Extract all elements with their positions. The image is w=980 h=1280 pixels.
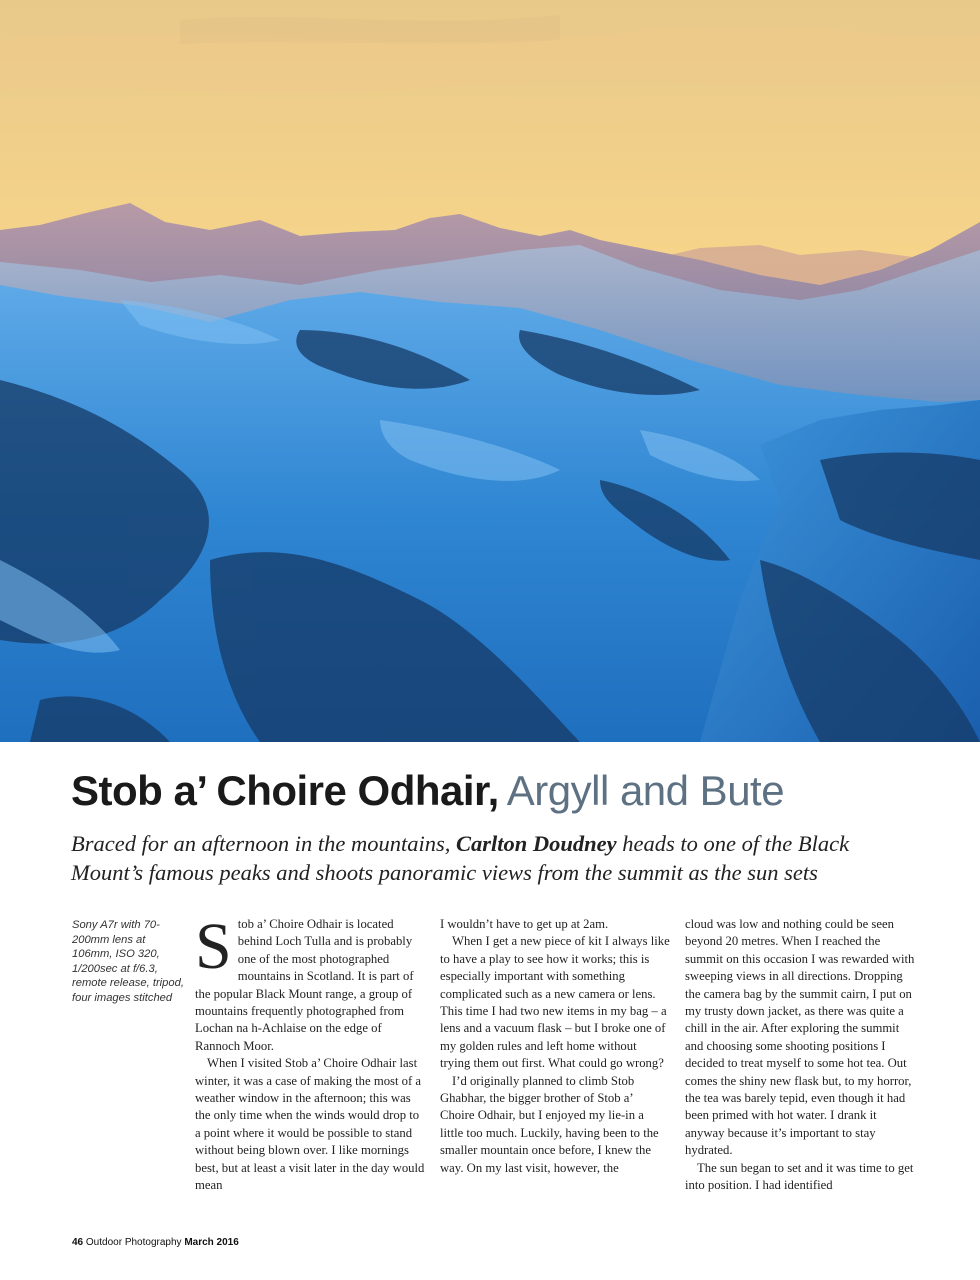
- article-title: [71, 767, 951, 814]
- standfirst-pre: Braced for an afternoon in the mountains,: [71, 831, 451, 856]
- body-paragraph: The sun began to set and it was time to get into position. I had identified: [685, 1160, 914, 1193]
- title-main: Stob a’ Choire Odhair,: [71, 767, 499, 814]
- author-name: Carlton Doudney: [455, 831, 617, 856]
- paragraph-text: tob a’ Choire Odhair is located behind Loch Tulla and is probably one of the most photographed mountains in Scotland. It is part of the popular Black Mount range, a group of mountains frequently photographed from Lochan na h-Achlaise on the edge of Rannoch Moor.: [195, 917, 414, 1053]
- body-paragraph: cloud was low and nothing could be seen beyond 20 metres. When I reached the summit on this occasion I was rewarded with sweeping views in all directions. Dropping the camera bag by the summit cairn, I put on my trusty down jacket, as there was quite a chill in the air. After exploring the summit and choosing some shooting positions I decided to treat myself to some hot tea. Out comes the shiny new flask but, to my horror, the tea was barely tepid, even though it had been primed with hot water. I drank it anyway because it’s important to stay hydrated.: [685, 917, 915, 1158]
- body-column-3: [685, 916, 915, 1195]
- page-number: 46: [72, 1237, 84, 1248]
- body-paragraph: [195, 910, 425, 1055]
- body-paragraph: When I visited Stob a’ Choire Odhair last winter, it was a case of making the most of a weather window in the afternoon; this was the only time when the winds would drop to a point where it would be possible to stand without being blown over. I like mornings best, but at least a visit later in the day would mean: [195, 1056, 425, 1193]
- issue-date: March 2016: [184, 1237, 239, 1248]
- body-paragraph: When I get a new piece of kit I always like to have a play to see how it works; this is especially important with something complicated such as a new camera or lens. This time I had two new items in my bag – a lens and a vacuum flask – but I broke one of my golden rules and left home without trying them out first. What could go wrong?: [440, 934, 670, 1071]
- magazine-name: Outdoor Photography: [85, 1237, 182, 1248]
- standfirst-post: heads to one of the Black Mount’s famous peaks and shoots panoramic views from the summit as the sun sets: [71, 831, 850, 885]
- page-footer: [72, 1237, 239, 1248]
- body-column-2: [440, 916, 670, 1177]
- body-column-1: [195, 910, 425, 1195]
- standfirst: [71, 829, 921, 887]
- body-paragraph: I wouldn’t have to get up at 2am.: [440, 917, 609, 931]
- drop-cap: S: [195, 910, 232, 983]
- body-paragraph: I’d originally planned to climb Stob Ghabhar, the bigger brother of Stob a’ Choire Odhair, but I enjoyed my lie-in a little too much. Luckily, having been to the smaller mountain once before, I knew the way. On my last visit, however, the: [440, 1073, 659, 1175]
- title-location: Argyll and Bute: [506, 767, 785, 814]
- photo-caption: Sony A7r with 70-200mm lens at 106mm, ISO 320, 1/200sec at f/6.3, remote release, tripod, four images stitched: [72, 919, 184, 1004]
